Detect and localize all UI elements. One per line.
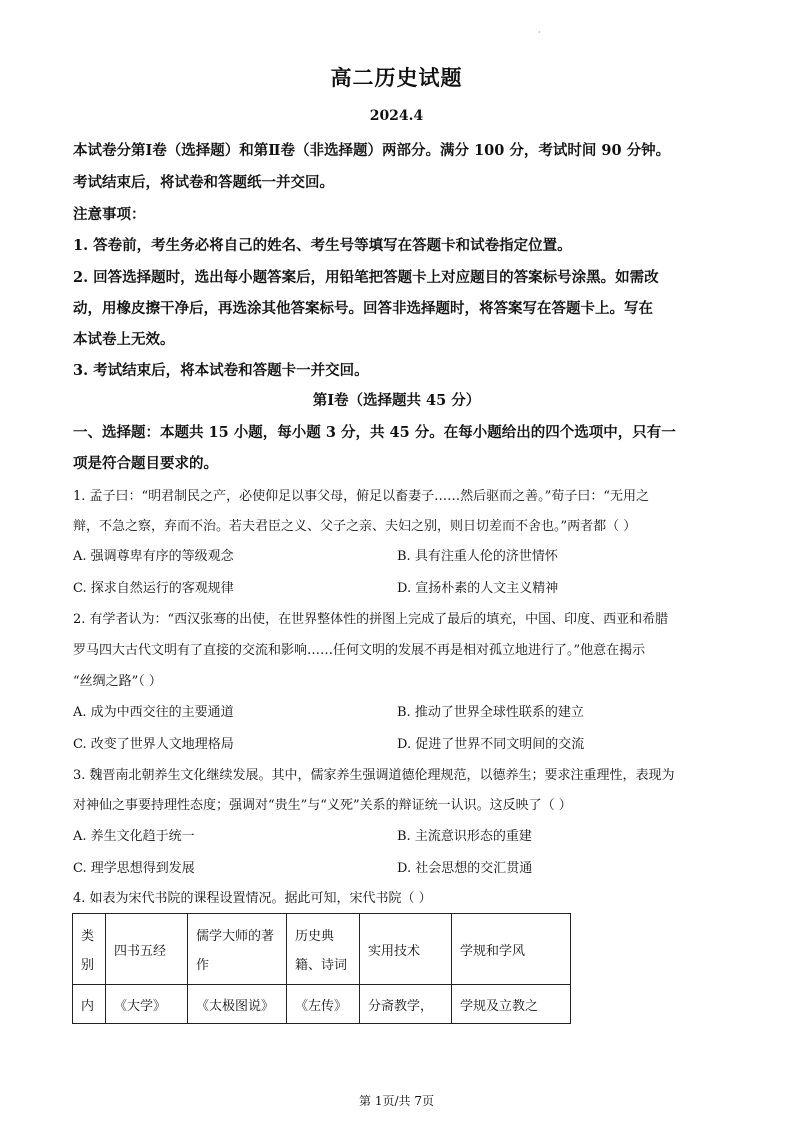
table-cell: 《太极图说》: [188, 985, 287, 1024]
q3-option-a: A. 养生文化趋于统一: [73, 829, 195, 844]
q1-option-b: B. 具有注重人伦的济世情怀: [397, 549, 558, 564]
table-cell: 学规及立教之: [452, 985, 571, 1024]
cell-text: 儒学大师的著: [196, 929, 275, 944]
page-mark: ·: [538, 28, 541, 37]
cell-text: 作: [196, 958, 210, 973]
q1-option-c: C. 探求自然运行的客观规律: [73, 581, 234, 596]
notes-title: 注意事项：: [73, 206, 146, 223]
table-header-cell: [287, 914, 360, 985]
intro-line-2: 考试结束后，将试卷和答题纸一并交回。: [73, 174, 334, 191]
exam-date: 2024.4: [369, 108, 424, 124]
cell-text: 别: [81, 958, 95, 973]
table-cell: 《左传》: [287, 985, 360, 1024]
table-header-cell: 实用技术: [360, 914, 452, 985]
table-header-cell: [73, 914, 106, 985]
q1-option-d: D. 宣扬朴素的人文主义精神: [397, 581, 559, 596]
q4-stem-line-1: 4. 如表为宋代书院的课程设置情况。据此可知，宋代书院（ ）: [73, 891, 432, 906]
q3-option-b: B. 主流意识形态的重建: [397, 829, 532, 844]
q2-option-b: B. 推动了世界全球性联系的建立: [397, 705, 584, 720]
page-footer: 第 1页/共 7页: [359, 1094, 434, 1108]
q1-option-a: A. 强调尊卑有序的等级观念: [73, 549, 234, 564]
table-header-cell: [188, 914, 287, 985]
table-cell: 《大学》: [106, 985, 188, 1024]
q3-stem-line-2: 对神仙之事要持理性态度；强调对“贵生”与“义死”关系的辩证统一认识。这反映了（ ）: [73, 798, 572, 813]
notes-item-3: 3. 考试结束后，将本试卷和答题卡一并交回。: [73, 362, 369, 379]
table-header-cell: 四书五经: [106, 914, 188, 985]
section-title: 第Ⅰ卷（选择题共 45 分）: [312, 392, 481, 409]
q3-option-c: C. 理学思想得到发展: [73, 861, 195, 876]
q2-option-c: C. 改变了世界人文地理格局: [73, 737, 234, 752]
notes-item-2-line-1: 2. 回答选择题时，选出每小题答案后，用铅笔把答题卡上对应题目的答案标号涂黑。如需改: [73, 269, 659, 286]
cell-text: 籍、诗词: [295, 958, 348, 973]
section-instruction-line-1: 一、选择题：本题共 15 小题，每小题 3 分，共 45 分。在每小题给出的四个选项中，只有一: [73, 424, 676, 441]
q2-stem-line-3: “丝绸之路”（ ）: [73, 674, 162, 689]
table-row: [73, 985, 571, 1024]
q2-option-d: D. 促进了世界不同文明间的交流: [397, 737, 585, 752]
q1-stem-line-2: 辩，不急之察，弃而不治。若夫君臣之义、父子之亲、夫妇之别，则日切差而不舍也。”两者都（ ）: [73, 519, 637, 534]
notes-item-1: 1. 答卷前，考生务必将自己的姓名、考生号等填写在答题卡和试卷指定位置。: [73, 237, 572, 254]
notes-item-2-line-3: 本试卷上无效。: [73, 331, 175, 348]
q2-stem-line-1: 2. 有学者认为：“西汉张骞的出使，在世界整体性的拼图上完成了最后的填充，中国、印度、西亚和希腊: [73, 612, 669, 627]
page-title: 高二历史试题: [330, 65, 463, 90]
table-header-cell: 学规和学风: [452, 914, 571, 985]
q3-option-d: D. 社会思想的交汇贯通: [397, 861, 533, 876]
q2-option-a: A. 成为中西交往的主要通道: [73, 705, 234, 720]
cell-text: 类: [81, 929, 95, 944]
curriculum-table: [72, 913, 571, 1024]
section-instruction-line-2: 项是符合题目要求的。: [73, 455, 218, 472]
table-cell: 分斋教学，: [360, 985, 452, 1024]
q1-stem-line-1: 1. 孟子曰：“明君制民之产，必使仰足以事父母，俯足以畜妻子……然后驱而之善。”荀子曰：“无用之: [73, 489, 649, 504]
table-header-row: [73, 914, 571, 985]
q3-stem-line-1: 3. 魏晋南北朝养生文化继续发展。其中，儒家养生强调道德伦理规范，以德养生；要求注重理性，表现为: [73, 768, 675, 783]
cell-text: 历史典: [295, 929, 335, 944]
intro-line-1: 本试卷分第Ⅰ卷（选择题）和第Ⅱ卷（非选择题）两部分。满分 100 分，考试时间 90 分钟。: [73, 142, 671, 159]
table-cell: 内: [73, 985, 106, 1024]
q2-stem-line-2: 罗马四大古代文明有了直接的交流和影响……任何文明的发展不再是相对孤立地进行了。”他意在揭示: [73, 643, 646, 658]
notes-item-2-line-2: 动，用橡皮擦干净后，再选涂其他答案标号。回答非选择题时，将答案写在答题卡上。写在: [73, 300, 653, 317]
